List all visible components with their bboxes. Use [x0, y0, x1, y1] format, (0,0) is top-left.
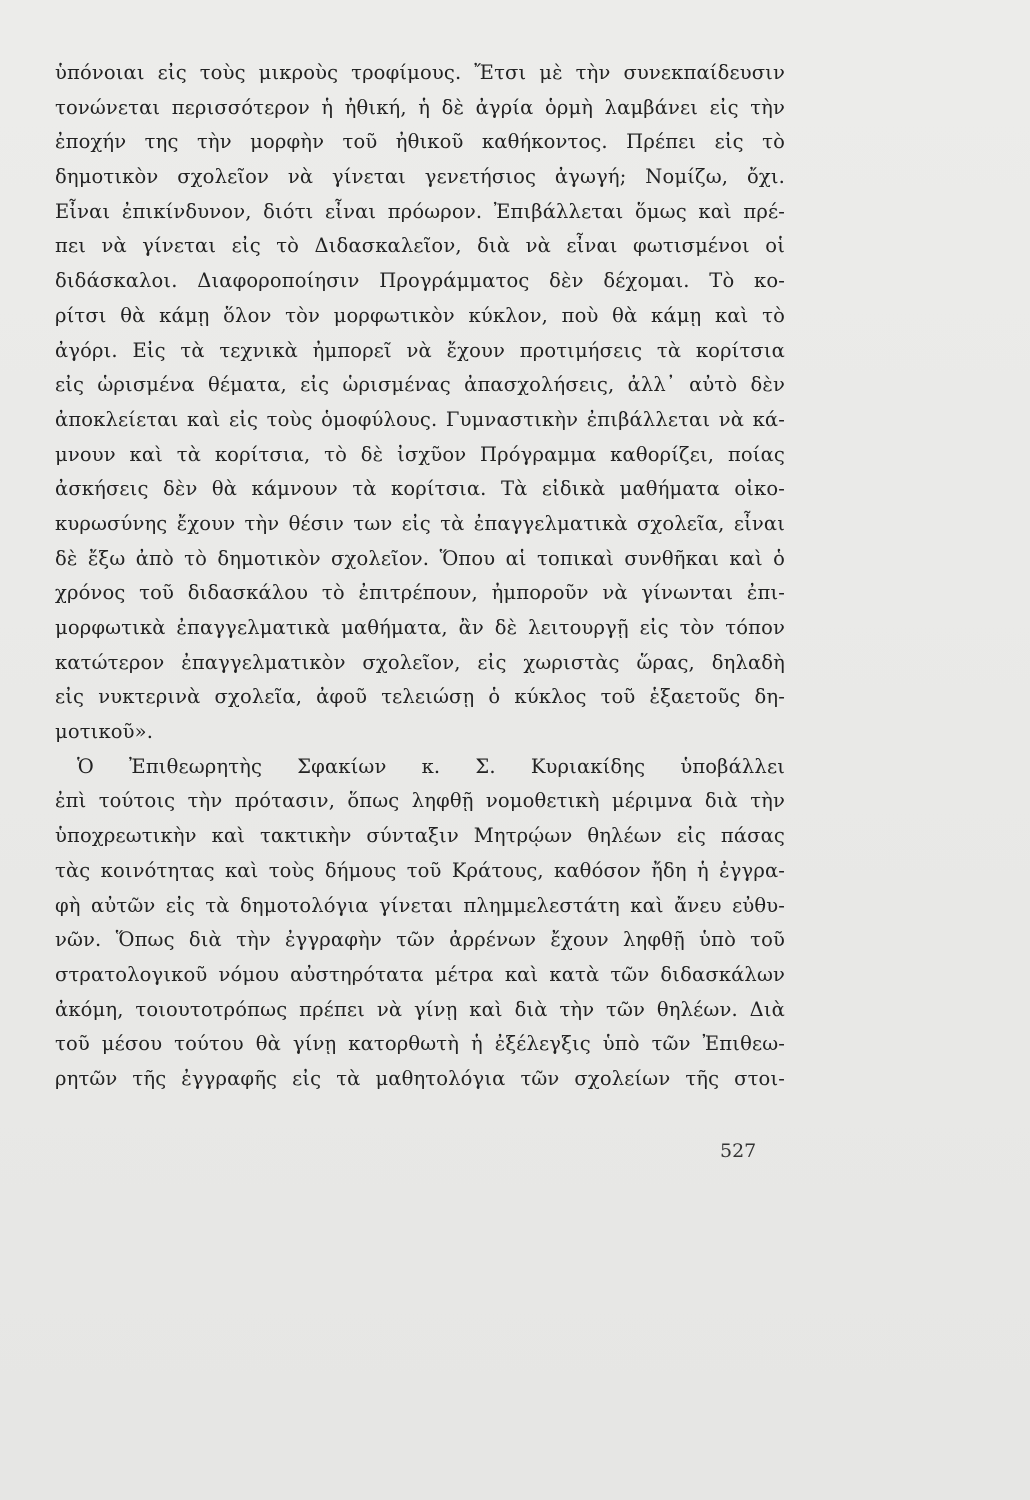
page-number: 527 [720, 1140, 757, 1162]
text-line: μοτικοῦ». [55, 720, 154, 744]
text-line: δημοτικὸν σχολεῖον νὰ γίνεται γενετήσιος ἀγωγή; Νομίζω, ὄχι. [55, 165, 785, 189]
text-line: τονώνεται περισσότερον ἡ ἠθική, ἡ δὲ ἀγρία ὁρμὴ λαμβάνει εἰς τὴν [55, 95, 785, 119]
text-line: κατώτερον ἐπαγγελματικὸν σχολεῖον, εἰς χωριστὰς ὥρας, δηλαδὴ [55, 650, 785, 674]
text-line: ἐπὶ τούτοις τὴν πρότασιν, ὅπως ληφθῇ νομοθετικὴ μέριμνα διὰ τὴν [55, 789, 785, 813]
text-line: εἰς ὡρισμένα θέματα, εἰς ὡρισμένας ἀπασχολήσεις, ἀλλ᾽ αὐτὸ δὲν [55, 373, 785, 397]
text-line: ἀκόμη, τοιουτοτρόπως πρέπει νὰ γίνῃ καὶ διὰ τὴν τῶν θηλέων. Διὰ [55, 997, 785, 1021]
text-line: εἰς νυκτερινὰ σχολεῖα, ἀφοῦ τελειώσῃ ὁ κύκλος τοῦ ἑξαετοῦς δη- [55, 685, 785, 709]
text-line: Εἶναι ἐπικίνδυνον, διότι εἶναι πρόωρον. Ἐπιβάλλεται ὅμως καὶ πρέ- [55, 199, 785, 223]
text-line: ἀγόρι. Εἰς τὰ τεχνικὰ ἠμπορεῖ νὰ ἔχουν προτιμήσεις τὰ κορίτσια [55, 338, 785, 362]
body-text [55, 56, 785, 1097]
text-line: ὑποχρεωτικὴν καὶ τακτικὴν σύνταξιν Μητρῴων θηλέων εἰς πάσας [55, 824, 785, 848]
text-line: ρίτσι θὰ κάμῃ ὅλον τὸν μορφωτικὸν κύκλον, ποὺ θὰ κάμῃ καὶ τὸ [55, 303, 785, 327]
text-line: τὰς κοινότητας καὶ τοὺς δήμους τοῦ Κράτους, καθόσον ἤδη ἡ ἐγγρα- [55, 858, 785, 882]
text-line: μνουν καὶ τὰ κορίτσια, τὸ δὲ ἰσχῦον Πρόγραμμα καθορίζει, ποίας [55, 442, 785, 466]
text-line: μορφωτικὰ ἐπαγγελματικὰ μαθήματα, ἂν δὲ λειτουργῇ εἰς τὸν τόπον [55, 616, 785, 639]
text-line: τοῦ μέσου τούτου θὰ γίνῃ κατορθωτὴ ἡ ἐξέλεγξις ὑπὸ τῶν Ἐπιθεω- [55, 1032, 785, 1056]
text-line: στρατολογικοῦ νόμου αὐστηρότατα μέτρα καὶ κατὰ τῶν διδασκάλων [55, 962, 785, 986]
text-line: ρητῶν τῆς ἐγγραφῆς εἰς τὰ μαθητολόγια τῶν σχολείων τῆς στοι- [55, 1066, 785, 1090]
text-line: φὴ αὐτῶν εἰς τὰ δημοτολόγια γίνεται πλημμελεστάτη καὶ ἄνευ εὐθυ- [55, 893, 785, 917]
text-line: κυρωσύνης ἔχουν τὴν θέσιν των εἰς τὰ ἐπαγγελματικὰ σχολεῖα, εἶναι [55, 511, 785, 535]
text-line: πει νὰ γίνεται εἰς τὸ Διδασκαλεῖον, διὰ νὰ εἶναι φωτισμένοι οἱ [55, 234, 785, 258]
text-line: νῶν. Ὅπως διὰ τὴν ἐγγραφὴν τῶν ἀρρένων ἔχουν ληφθῇ ὑπὸ τοῦ [55, 928, 785, 952]
text-line: χρόνος τοῦ διδασκάλου τὸ ἐπιτρέπουν, ἠμποροῦν νὰ γίνωνται ἐπι- [55, 581, 785, 605]
text-line: ἀποκλείεται καὶ εἰς τοὺς ὁμοφύλους. Γυμναστικὴν ἐπιβάλλεται νὰ κά- [55, 407, 785, 431]
text-line: ἐποχήν της τὴν μορφὴν τοῦ ἠθικοῦ καθήκοντος. Πρέπει εἰς τὸ [55, 130, 785, 154]
text-line: διδάσκαλοι. Διαφοροποίησιν Προγράμματος δὲν δέχομαι. Τὸ κο- [55, 269, 785, 293]
text-line: ὑπόνοιαι εἰς τοὺς μικροὺς τροφίμους. Ἔτσι μὲ τὴν συνεκπαίδευσιν [55, 61, 785, 84]
text-line: δὲ ἔξω ἀπὸ τὸ δημοτικὸν σχολεῖον. Ὅπου αἱ τοπικαὶ συνθῆκαι καὶ ὁ [55, 546, 785, 570]
text-line: ἀσκήσεις δὲν θὰ κάμνουν τὰ κορίτσια. Τὰ εἰδικὰ μαθήματα οἰκο- [55, 477, 785, 501]
text-line: Ὁ Ἐπιθεωρητὴς Σφακίων κ. Σ. Κυριακίδης ὑποβάλλει [77, 754, 785, 778]
